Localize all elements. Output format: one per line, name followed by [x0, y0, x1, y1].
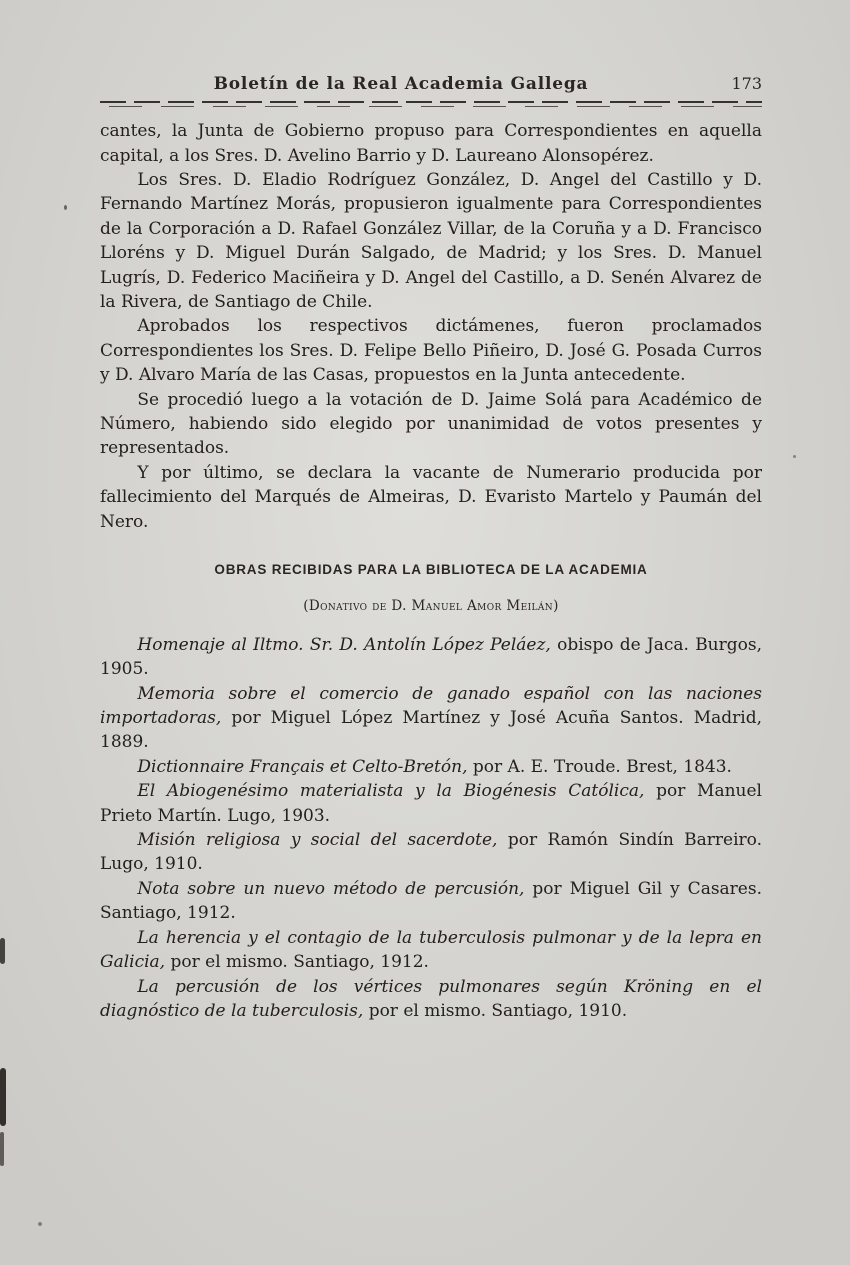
paragraph: Los Sres. D. Eladio Rodríguez González, D. Angel del Castillo y D. Fernando Martínez Morás, propusieron igualmente para Correspondientes de la Corporación a D. Rafael González Villar, de la Coruña y a D. Francisco Lloréns y D. Miguel Durán Salgado, de Madrid; y los Sres. D. Manuel Lugrís, D. Federico Maciñeira y D. Angel del Castillo, a D. Senén Alvarez de la Rivera, de Santiago de Chile. — [100, 169, 762, 312]
book-details: por A. E. Troude. Brest, 1843. — [472, 756, 732, 777]
book-details: por el mismo. Santiago, 1912. — [170, 952, 429, 973]
paragraph: Y por último, se declara la vacante de Numerario producida por fallecimiento del Marqués de Almeiras, D. Evaristo Martelo y Paumán del Nero. — [100, 462, 762, 532]
scan-speck — [64, 205, 67, 210]
book-title: Dictionnaire Français et Celto-Bretón, — [137, 756, 468, 777]
scan-speck — [38, 1222, 42, 1226]
book-details: por Manuel Prieto Martín. Lugo, 1903. — [100, 781, 762, 826]
book-entry — [100, 779, 762, 828]
paragraph: Se procedió luego a la votación de D. Jaime Solá para Académico de Número, habiendo sido elegido por unanimidad de votos presentes y representados. — [100, 389, 762, 459]
book-title: La percusión de los vértices pulmonares según Kröning en el diagnóstico de la tuberculosis, — [100, 976, 762, 1021]
book-details: obispo de Jaca. Burgos, 1905. — [100, 634, 763, 680]
section-subheading: (Donativo de D. Manuel Amor Meilán) — [303, 598, 559, 615]
book-entry — [100, 926, 762, 975]
book-title: El Abiogenésimo materialista y la Biogénesis Católica, — [137, 781, 645, 802]
book-details: por Ramón Sindín Barreiro. Lugo, 1910. — [100, 830, 762, 875]
book-title: La herencia y el contagio de la tuberculosis pulmonar y de la lepra en Galicia, — [100, 927, 762, 973]
book-title: Memoria sobre el comercio de ganado español con las naciones importadoras, — [100, 683, 762, 729]
book-title: Nota sobre un nuevo método de percusión, — [137, 878, 525, 899]
scan-speck — [793, 455, 796, 458]
book-entry — [100, 682, 762, 755]
header-rule — [100, 101, 762, 107]
book-entry — [100, 633, 762, 682]
book-details: por Miguel López Martínez y José Acuña Santos. Madrid, 1889. — [100, 708, 762, 753]
book-title: Homenaje al Iltmo. Sr. D. Antolín López Peláez, — [137, 634, 551, 655]
journal-title: Boletín de la Real Academia Gallega — [213, 74, 589, 94]
header-rule-bottom — [100, 106, 762, 108]
section-heading: OBRAS RECIBIDAS PARA LA BIBLIOTECA DE LA ACADEMIA — [214, 562, 648, 577]
book-entry — [100, 877, 762, 926]
book-entry — [100, 755, 762, 779]
page-number: 173 — [731, 74, 762, 93]
body-text — [100, 119, 762, 1023]
paragraph: Aprobados los respectivos dictámenes, fueron proclamados Correspondientes los Sres. D. Felipe Bello Piñeiro, D. José G. Posada Curros y D. Alvaro María de las Casas, propuestos en la Junta antecedente. — [100, 316, 762, 386]
scan-smudge — [0, 938, 5, 964]
book-entry — [100, 975, 762, 1024]
book-title: Misión religiosa y social del sacerdote, — [137, 830, 498, 851]
scan-smudge — [0, 1068, 6, 1126]
book-details: por Miguel Gil y Casares. Santiago, 1912. — [100, 878, 762, 924]
page-header — [100, 74, 762, 94]
book-entry — [100, 828, 762, 877]
header-rule-top — [100, 101, 762, 103]
paragraph: cantes, la Junta de Gobierno propuso para Correspondientes en aquella capital, a los Sres. D. Avelino Barrio y D. Laureano Alonsopérez. — [100, 121, 762, 166]
scan-smudge — [0, 1132, 4, 1166]
book-details: por el mismo. Santiago, 1910. — [368, 1000, 628, 1021]
